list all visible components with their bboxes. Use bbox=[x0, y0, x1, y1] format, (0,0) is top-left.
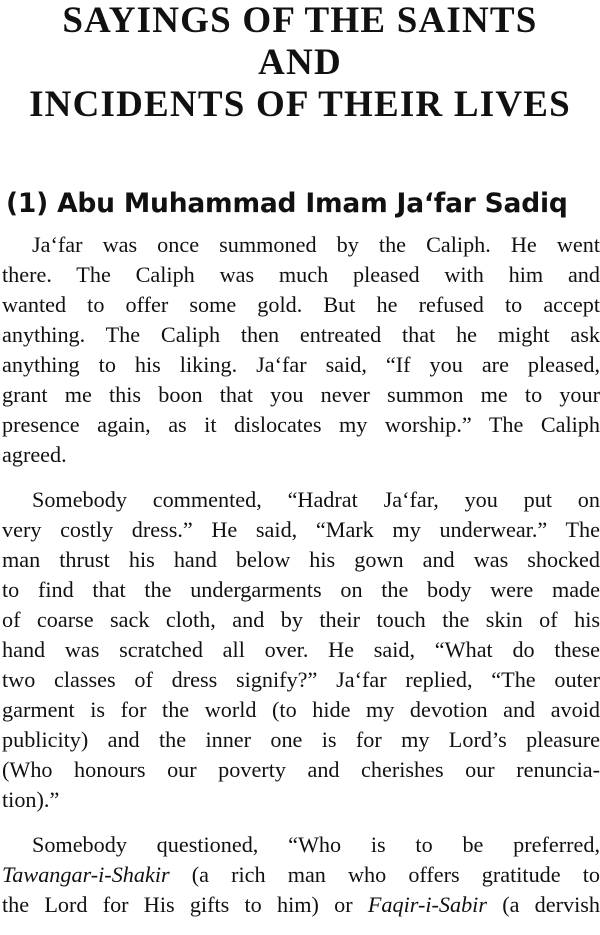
body-text bbox=[2, 230, 600, 935]
line-text: (a dervish bbox=[486, 892, 600, 917]
paragraph-line: agreed. bbox=[2, 442, 67, 467]
chapter-title-line-3: INCIDENTS OF THEIR LIVES bbox=[29, 84, 571, 125]
paragraph-line: Ja‘far was once summoned by the Caliph. He went bbox=[32, 232, 600, 257]
paragraph-line: two classes of dress signify?” Ja‘far replied, “The outer bbox=[2, 667, 600, 692]
paragraph-line: very costly dress.” He said, “Mark my underwear.” The bbox=[2, 517, 600, 542]
paragraph-line: of coarse sack cloth, and by their touch the skin of his bbox=[2, 607, 600, 632]
paragraph-2 bbox=[2, 485, 600, 815]
paragraph-line: man thrust his hand below his gown and was shocked bbox=[2, 547, 600, 572]
paragraph-line: to find that the undergarments on the body were made bbox=[2, 577, 600, 602]
paragraph-1 bbox=[2, 230, 600, 470]
chapter-title bbox=[0, 0, 600, 126]
paragraph-line: tion).” bbox=[2, 787, 60, 812]
paragraph-line: presence again, as it dislocates my worship.” The Caliph bbox=[2, 412, 600, 437]
line-text: (a rich man who offers gratitude to bbox=[169, 862, 600, 887]
italic-term: Faqir-i-Sabir bbox=[367, 892, 487, 917]
line-text: the Lord for His gifts to him) or bbox=[2, 892, 368, 917]
paragraph-line: anything. The Caliph then entreated that he might ask bbox=[2, 322, 600, 347]
paragraph-line bbox=[2, 860, 600, 890]
paragraph-3 bbox=[2, 830, 600, 920]
paragraph-line bbox=[2, 890, 600, 920]
paragraph-line: publicity) and the inner one is for my Lord’s pleasure bbox=[2, 727, 600, 752]
italic-term: Tawangar-i-Shakir bbox=[2, 862, 170, 887]
paragraph-line: wanted to offer some gold. But he refused to accept bbox=[2, 292, 600, 317]
paragraph-line: Somebody commented, “Hadrat Ja‘far, you put on bbox=[32, 487, 600, 512]
paragraph-line: there. The Caliph was much pleased with him and bbox=[2, 262, 600, 287]
paragraph-line: Somebody questioned, “Who is to be preferred, bbox=[32, 832, 600, 857]
paragraph-line: garment is for the world (to hide my devotion and avoid bbox=[2, 697, 600, 722]
paragraph-line: hand was scratched all over. He said, “What do these bbox=[2, 637, 600, 662]
paragraph-line: (Who honours our poverty and cherishes our renuncia- bbox=[2, 757, 600, 782]
section-heading: (1) Abu Muhammad Imam Ja‘far Sadiq bbox=[6, 188, 568, 219]
paragraph-line: grant me this boon that you never summon me to your bbox=[2, 382, 600, 407]
paragraph-line: anything to his liking. Ja‘far said, “If you are pleased, bbox=[2, 352, 600, 377]
chapter-title-line-1: SAYINGS OF THE SAINTS bbox=[62, 0, 538, 41]
chapter-title-line-2: AND bbox=[258, 42, 342, 83]
